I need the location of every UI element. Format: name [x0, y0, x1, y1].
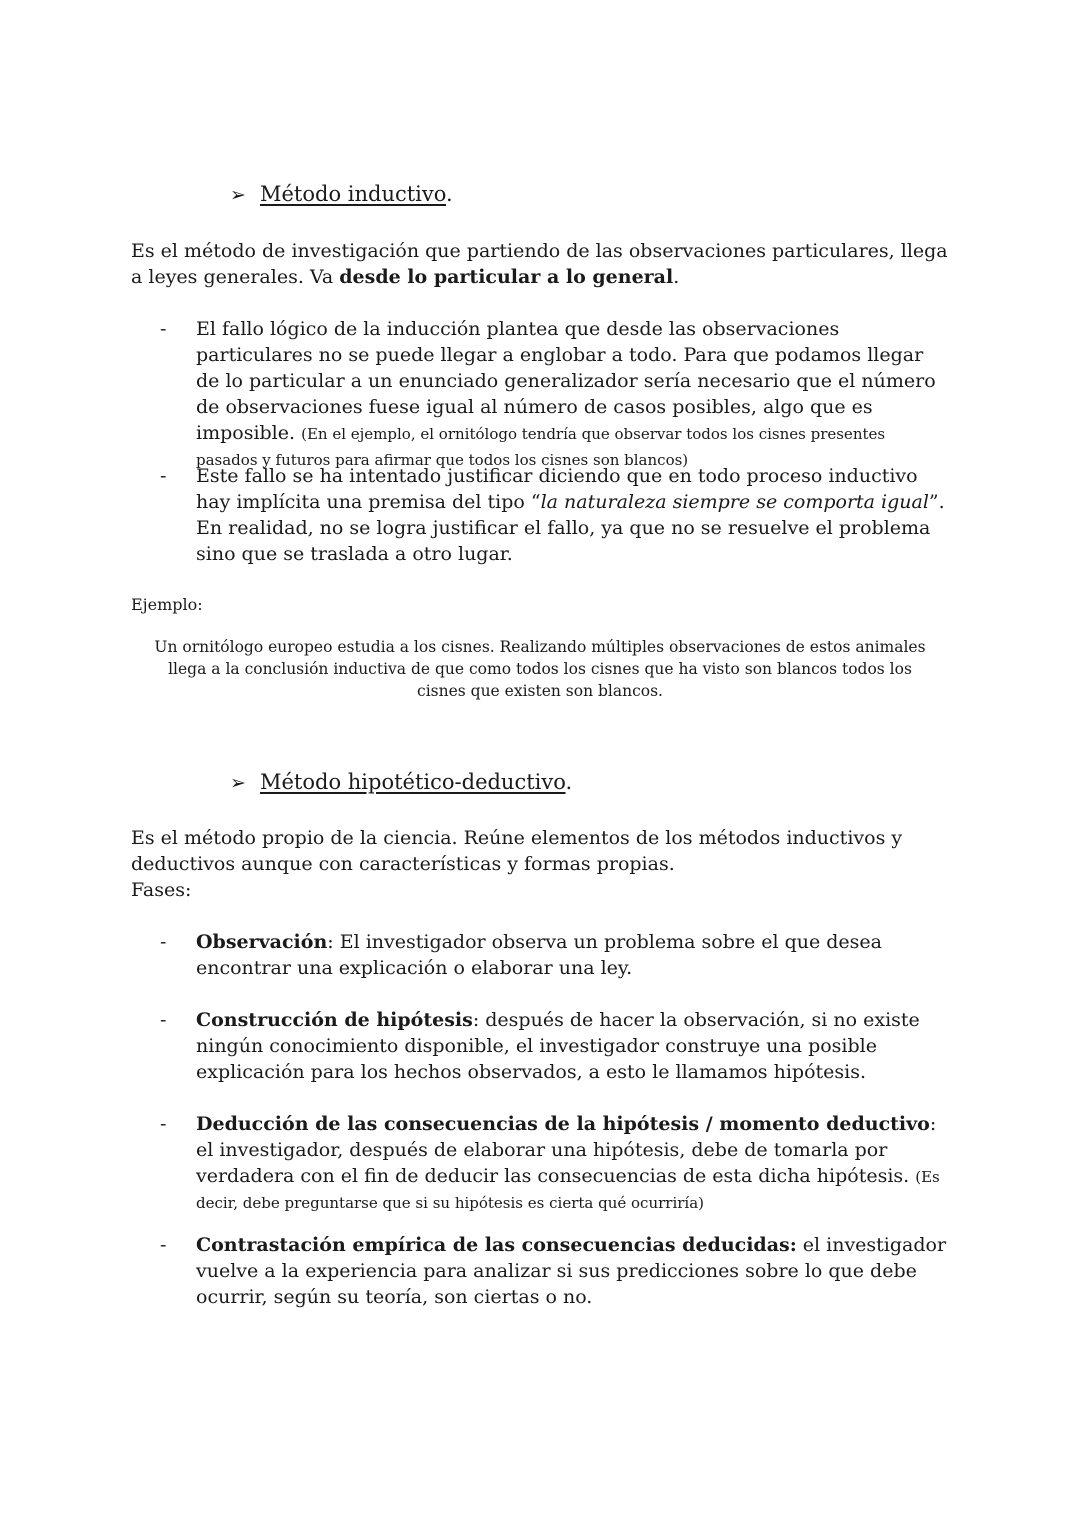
intro-end: .	[673, 266, 680, 288]
parenthetical-note: (En el ejemplo, el ornitólogo tendría que observar todos los cisnes presentes pasados y futuros para afirmar que todos los cisnes son blancos)	[196, 425, 886, 469]
phases-label: Fases:	[131, 879, 192, 901]
list-item-text: El fallo lógico de la inducción plantea que desde las observaciones particulares no se puede llegar a englobar a todo. Para que podamos llegar de lo particular a un enunciado generalizador sería necesario que el número de observaciones fuese igual al número de casos posibles, algo que es imposible.	[196, 318, 936, 444]
dash-bullet: -	[160, 1234, 167, 1256]
phase-title: Contrastación empírica de las consecuencias deducidas:	[196, 1234, 797, 1256]
intro-paragraph	[131, 238, 951, 290]
example-label: Ejemplo:	[131, 595, 203, 614]
arrow-bullet-icon: ➢	[230, 772, 246, 794]
section-title: Método inductivo	[260, 182, 447, 206]
phase-text: : El investigador observa un problema sobre el que desea encontrar una explicación o elaborar una ley.	[196, 931, 882, 979]
section-heading-hypothetico-deductive	[230, 768, 572, 797]
title-period: .	[565, 770, 573, 794]
phase-body	[196, 929, 950, 981]
phase-text: : el investigador, después de elaborar una hipótesis, debe de tomarla por verdadera con el fin de deducir las consecuencias de esta dicha hipótesis.	[196, 1113, 937, 1187]
arrow-bullet-icon: ➢	[230, 184, 246, 206]
list-item-text-end: ”. En realidad, no se logra justificar el fallo, ya que no se resuelve el problema sino que se traslada a otro lugar.	[196, 491, 945, 565]
phase-body	[196, 1111, 950, 1215]
phase-item	[160, 1007, 950, 1085]
phase-item	[160, 929, 950, 981]
list-item-body	[196, 316, 950, 472]
intro-text: Es el método de investigación que partiendo de las observaciones particulares, llega a leyes generales. Va	[131, 240, 948, 288]
example-text: Un ornitólogo europeo estudia a los cisnes. Realizando múltiples observaciones de estos animales llega a la conclusión inductiva de que como todos los cisnes que ha visto son blancos todos los cisnes que existen son blancos.	[154, 638, 926, 700]
italic-quote: la naturaleza siempre se comporta igual	[540, 491, 929, 513]
phase-text: el investigador vuelve a la experiencia para analizar si sus predicciones sobre lo que debe ocurrir, según su teoría, son ciertas o no.	[196, 1234, 947, 1308]
phase-item	[160, 1111, 950, 1215]
parenthetical-note: (Es decir, debe preguntarse que si su hipótesis es cierta qué ocurriría)	[196, 1168, 940, 1212]
list-item-body	[196, 463, 950, 567]
intro-paragraph	[131, 825, 951, 903]
dash-bullet: -	[160, 1113, 167, 1135]
phase-body	[196, 1007, 950, 1085]
list-item	[160, 463, 950, 567]
dash-bullet: -	[160, 1009, 167, 1031]
dash-bullet: -	[160, 465, 167, 487]
phase-text: : después de hacer la observación, si no existe ningún conocimiento disponible, el investigador construye una posible explicación para los hechos observados, a esto le llamamos hipótesis.	[196, 1009, 920, 1083]
dash-bullet: -	[160, 318, 167, 340]
list-item-text: Este fallo se ha intentado justificar diciendo que en todo proceso inductivo hay implícita una premisa del tipo “	[196, 465, 918, 513]
phase-title: Construcción de hipótesis	[196, 1009, 473, 1031]
dash-bullet: -	[160, 931, 167, 953]
section-title: Método hipotético-deductivo	[260, 770, 566, 794]
phase-title: Observación	[196, 931, 328, 953]
phase-title: Deducción de las consecuencias de la hipótesis / momento deductivo	[196, 1113, 930, 1135]
intro-text: Es el método propio de la ciencia. Reúne elementos de los métodos inductivos y deductivos aunque con características y formas propias.	[131, 827, 903, 875]
intro-emphasis: desde lo particular a lo general	[339, 266, 674, 288]
list-item	[160, 316, 950, 472]
section-heading-inductive	[230, 180, 453, 209]
title-period: .	[446, 182, 453, 206]
phase-item	[160, 1232, 950, 1310]
phase-body	[196, 1232, 950, 1310]
